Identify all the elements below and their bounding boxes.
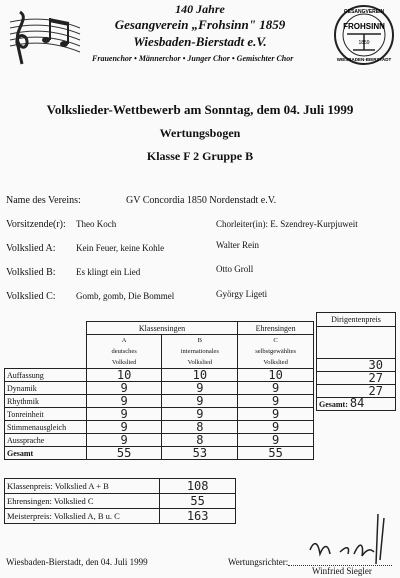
song-c-title: Gomb, gomb, Die Bommel <box>76 291 175 301</box>
col-c-header: C selbstgewähltes Volkslied <box>238 335 314 369</box>
vorsitz-label: Vorsitzende(r): <box>6 219 66 230</box>
header-years: 140 Jahre <box>175 2 225 16</box>
col-b-header: B internationales Volkslied <box>162 335 238 369</box>
table-row: Rhythmik 9 9 9 <box>5 395 314 408</box>
col-a-header: A deutsches Volkslied <box>86 335 162 369</box>
verein-label: Name des Vereins: <box>6 195 81 206</box>
score-table <box>4 321 314 460</box>
vorsitz-value: Theo Koch <box>76 219 117 229</box>
judge-signature <box>300 510 392 566</box>
table-row: Ehrensingen: Volkslied C 55 <box>5 494 236 509</box>
table-row: 27 <box>317 385 396 398</box>
seal-year-text: 1859 <box>358 40 370 46</box>
table-row: Auffassung 10 10 10 <box>5 369 314 382</box>
dirigent-table <box>316 312 396 411</box>
group-dirigent: Dirigentenpreis <box>317 313 396 327</box>
table-row: Stimmenausgleich 9 8 9 <box>5 421 314 434</box>
seal-top-text: GESANGVEREIN <box>343 9 385 15</box>
song-a-label: Volkslied A: <box>6 243 56 254</box>
group-klassen: Klassensingen <box>86 322 237 335</box>
doc-class: Klasse F 2 Gruppe B <box>146 149 254 163</box>
song-a-author: Walter Rein <box>216 240 260 250</box>
chorleiter-text: Chorleiter(in): E. Szendrey-Kurpjuweit <box>216 219 358 229</box>
table-row-total: Gesamt 55 53 55 <box>5 447 314 460</box>
judge-label: Wertungsrichter: <box>228 557 289 567</box>
table-row: Klassenpreis: Volkslied A + B 108 <box>5 479 236 494</box>
seal-name-text: FROHSINN <box>343 22 385 31</box>
song-c-label: Volkslied C: <box>6 291 56 302</box>
song-a-title: Kein Feuer, keine Kohle <box>76 243 165 253</box>
header-choirs: Frauenchor • Männerchor • Junger Chor • Gemischter Chor <box>92 54 294 63</box>
footer-place-date: Wiesbaden-Bierstadt, den 04. Juli 1999 <box>6 557 148 567</box>
verein-value: GV Concordia 1850 Nordenstadt e.V. <box>126 195 277 206</box>
doc-subtitle: Wertungsbogen <box>159 126 241 140</box>
song-c-author: György Ligeti <box>216 289 268 299</box>
seal-bottom-text: WIESBADEN-BIERSTADT <box>336 57 392 62</box>
table-row: Gesamt: 84 <box>317 398 396 411</box>
table-row: Meisterpreis: Volkslied A, B u. C 163 <box>5 509 236 524</box>
group-ehren: Ehrensingen <box>238 322 314 335</box>
judge-name: Winfried Siegler <box>312 566 372 576</box>
prize-table <box>4 478 236 524</box>
table-row: Dynamik 9 9 9 <box>5 382 314 395</box>
doc-title: Volkslieder-Wettbewerb am Sonntag, dem 04. Juli 1999 <box>46 102 354 117</box>
table-row: 27 <box>317 372 396 385</box>
song-b-author: Otto Groll <box>216 264 254 274</box>
header-club: Gesangverein „Frohsinn" 1859 <box>114 17 286 32</box>
table-row: 30 <box>317 359 396 372</box>
song-b-label: Volkslied B: <box>6 267 56 278</box>
header-city: Wiesbaden-Bierstadt e.V. <box>133 34 267 49</box>
table-row: Aussprache 9 8 9 <box>5 434 314 447</box>
song-b-title: Es klingt ein Lied <box>76 267 141 277</box>
table-row: Tonreinheit 9 9 9 <box>5 408 314 421</box>
